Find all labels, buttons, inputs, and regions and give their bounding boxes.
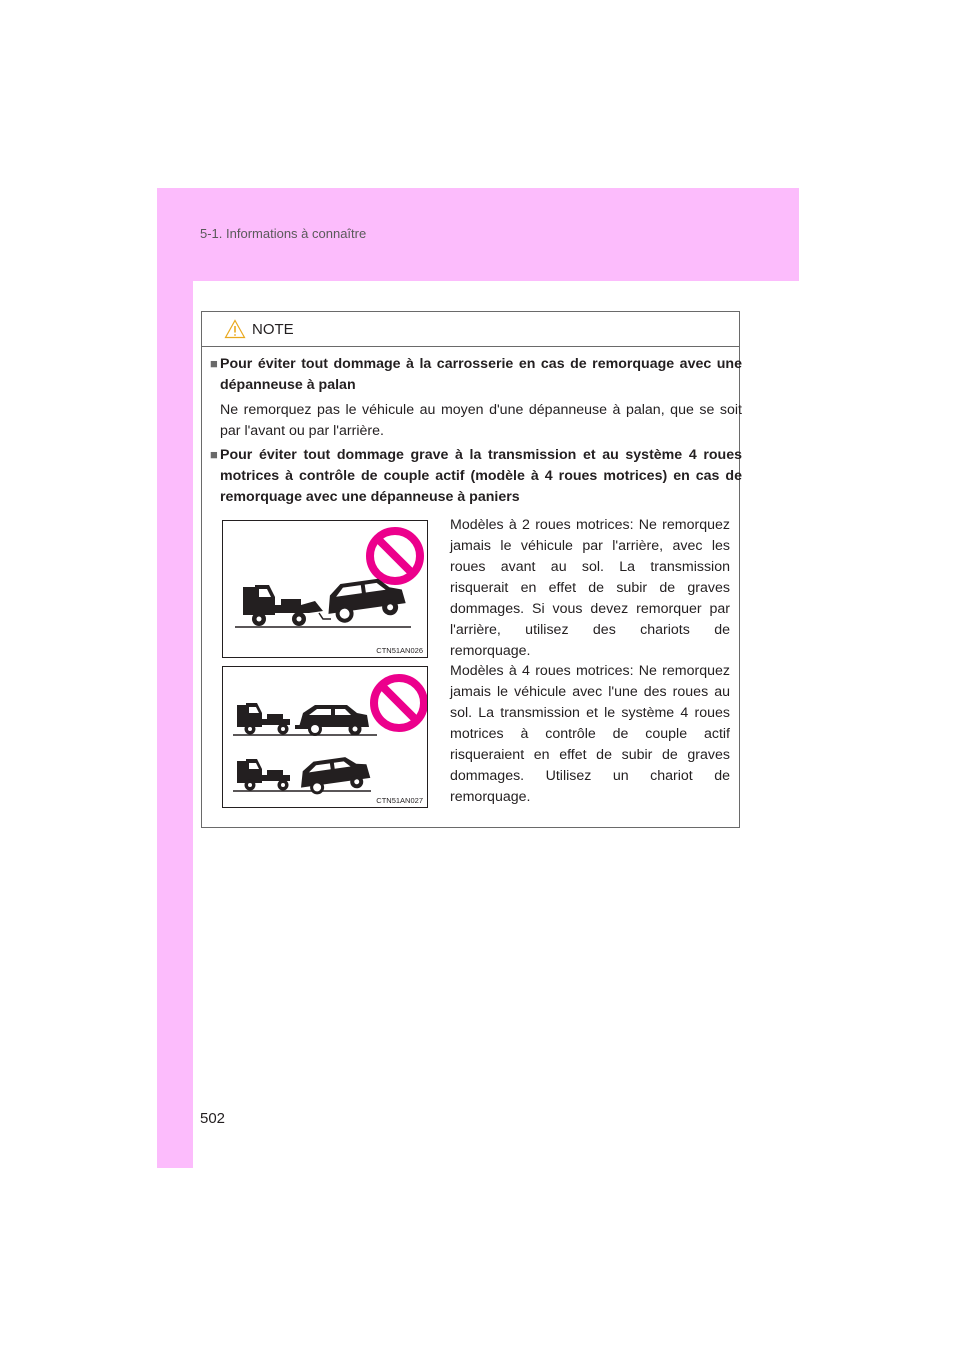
text-4wd-models: Modèles à 4 roues motrices: Ne remorquez jamais le véhicule avec l'une des roues au sol. La transmission et le système 4 roues motrices à contrôle de couple actif risqueraient en effet de subir de graves dommages. Utilisez un chariot de remorquage. <box>450 663 730 805</box>
note-box <box>201 311 740 828</box>
tow-truck-top <box>237 703 290 735</box>
figure-2wd-towing <box>222 520 428 658</box>
item2-heading: Pour éviter tout dommage grave à la transmission et au système 4 roues motrices à contrôle de couple actif (modèle à 4 roues motrices) en cas de remorquage avec une dépanneuse à paniers <box>220 447 742 505</box>
square-bullet-icon: ■ <box>210 447 218 462</box>
note-divider <box>202 346 739 347</box>
figure-code: CTN51AN027 <box>376 796 423 805</box>
note-label: NOTE <box>252 320 294 338</box>
prohibition-icon <box>374 678 424 728</box>
prohibition-icon <box>370 531 420 581</box>
side-strip <box>157 188 193 1168</box>
figure-4wd-towing <box>222 666 428 808</box>
tow-truck-bottom <box>237 759 290 791</box>
towed-suv-bottom <box>298 754 372 796</box>
tow-truck <box>243 585 323 626</box>
towed-suv-top <box>295 705 369 736</box>
item1-heading: Pour éviter tout dommage à la carrosserie en cas de remorquage avec une dépanneuse à palan <box>220 356 742 393</box>
figure-code: CTN51AN026 <box>376 646 423 655</box>
text-2wd-models: Modèles à 2 roues motrices: Ne remorquez jamais le véhicule par l'arrière, avec les roues avant au sol. La transmission risquerait en effet de subir de graves dommages. Si vous devez remorquer par l'arrière, utilisez des chariots de remorquage. <box>450 517 730 659</box>
page-number: 502 <box>200 1110 226 1127</box>
square-bullet-icon: ■ <box>210 356 218 371</box>
item1-body: Ne remorquez pas le véhicule au moyen d'une dépanneuse à palan, que se soit par l'avant ou par l'arrière. <box>220 402 742 439</box>
warning-triangle-icon <box>224 319 246 339</box>
note-header <box>224 312 294 346</box>
section-header: 5-1. Informations à connaître <box>200 226 367 241</box>
